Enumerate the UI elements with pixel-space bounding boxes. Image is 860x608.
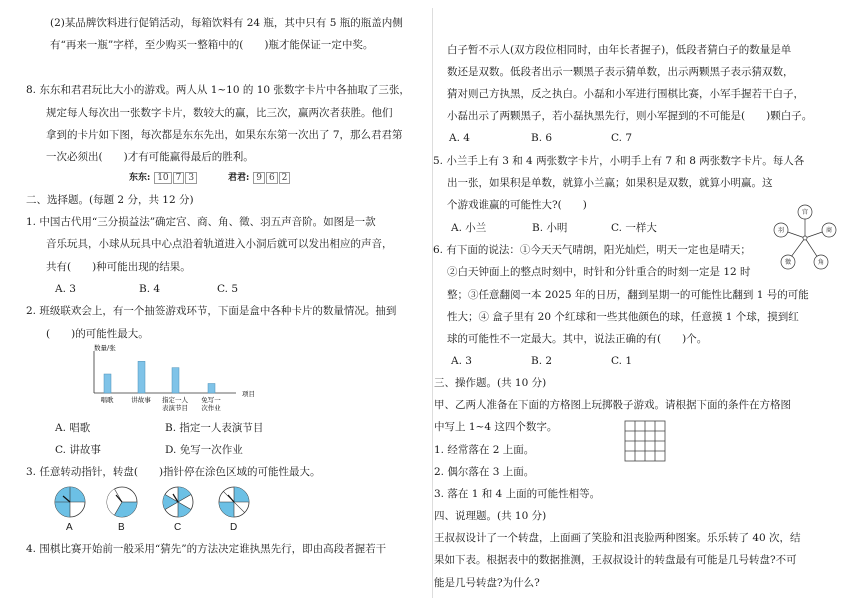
jun-card: 9 (253, 172, 265, 184)
c5-option-b: B. 小明 (532, 222, 568, 234)
c4-line5: 小磊出示了两颗黑子，若小磊执黑先行，则小军握到的不可能是( )颗白子。 (447, 110, 813, 122)
c2-option-a: A. 唱歌 (55, 422, 91, 434)
q8-line2: 规定每人每次出一张数字卡片，数较大的赢，比三次，赢两次者获胜。他们 (46, 107, 393, 119)
jun-card: 6 (266, 172, 278, 184)
c5-line2: 出一张，如果积是单数，就算小兰赢；如果积是双数，就算小明赢。这 (447, 177, 773, 189)
c6-line3: 整；③任意翻阅一本 2025 年的日历，翻到星期一的可能性比翻到 1 号的可能 (447, 289, 809, 301)
spinner-c (163, 487, 193, 517)
dong-cards (129, 170, 197, 184)
op-cond-3: 3. 落在 1 和 4 上面的可能性相等。 (434, 488, 601, 500)
op-cond-1: 1. 经常落在 2 上面。 (434, 444, 535, 456)
q2-2-line2: 有“再来一瓶”字样，至少购买一整箱中的( )瓶才能保证一定中奖。 (50, 39, 374, 51)
c1-option-b: B. 4 (139, 283, 161, 295)
c1-option-c: C. 5 (217, 283, 239, 295)
c6-line2: ②白天钟面上的整点时刻中，时针和分针重合的时刻一定是 12 时 (447, 266, 751, 278)
c4-option-a: A. 4 (449, 132, 470, 144)
c5-option-c: C. 一样大 (611, 222, 657, 234)
c4-option-b: B. 6 (531, 132, 553, 144)
q2-2-line1: (2)某品牌饮料进行促销活动，每箱饮料有 24 瓶，其中只有 5 瓶的瓶盖内侧 (50, 17, 403, 29)
section-2-heading: 二、选择题。(每题 2 分，共 12 分) (26, 194, 194, 206)
section-4-heading: 四、说理题。(共 10 分) (434, 510, 547, 522)
q8-line4: 一次必须出( )才有可能赢得最后的胜利。 (46, 151, 254, 163)
chart-ylabel: 数量/张 (94, 344, 116, 352)
c2-option-c: C. 讲故事 (55, 444, 101, 456)
c5-option-a: A. 小兰 (451, 222, 487, 234)
bar-0 (104, 374, 111, 393)
c6-line4: 性大；④ 盒子里有 20 个红球和一些其他颜色的球，任意摸 1 个球，摸到红 (447, 311, 799, 323)
dice-grid (624, 420, 666, 462)
explain-line1: 王叔叔设计了一个转盘，上面画了笑脸和沮丧脸两种图案。乐乐转了 40 次，结 (434, 532, 801, 544)
c4-line4: 猜对则己方执黑，反之执白。小磊和小军进行围棋比赛，小军手握若干白子， (447, 88, 804, 100)
spinners (50, 484, 260, 524)
c2-line1: 2. 班级联欢会上，有一个抽签游戏环节，下面是盒中各种卡片的数量情况。抽到 (26, 305, 397, 317)
c3-line: 3. 任意转动指针，转盘( )指针停在涂色区域的可能性最大。 (26, 466, 321, 478)
q8-line1: 8. 东东和君君玩比大小的游戏。两人从 1~10 的 10 张数字卡片中各抽取了三张， (26, 84, 410, 96)
c5-line1: 5. 小兰手上有 3 和 4 两张数字卡片，小明手上有 7 和 8 两张数字卡片。每人各 (433, 155, 805, 167)
jun-card: 2 (279, 172, 291, 184)
bar-2 (172, 368, 179, 393)
section-3-heading: 三、操作题。(共 10 分) (434, 377, 547, 389)
bar-chart (86, 343, 266, 413)
bar-category-label: 唱歌 (100, 396, 114, 404)
music-toy-diagram (770, 203, 840, 273)
c5-line3: 个游戏谁赢的可能性大?( ) (447, 199, 587, 211)
dong-card: 3 (185, 172, 197, 184)
c1-option-a: A. 3 (55, 283, 76, 295)
c2-option-b: B. 指定一人表演节目 (165, 422, 264, 434)
note-gong: 宫 (801, 209, 809, 216)
explain-line2: 果如下表。根据表中的数据推测，王叔叔设计的转盘最有可能是几号转盘?不可 (434, 554, 797, 566)
bar-category-label: 表演节目 (162, 404, 188, 412)
jun-cards (228, 170, 290, 184)
c6-option-a: A. 3 (451, 355, 472, 367)
spinner-label-d: D (230, 522, 238, 533)
bar-category-label: 次作业 (201, 404, 221, 412)
explain-line3: 能是几号转盘?为什么? (434, 577, 540, 589)
c6-option-b: B. 2 (531, 355, 553, 367)
c4-option-c: C. 7 (611, 132, 633, 144)
jun-label: 君君: (228, 173, 250, 183)
spinner-label-b: B (118, 522, 125, 533)
spinner-d (219, 487, 249, 517)
dong-label: 东东: (129, 173, 151, 183)
c1-line2: 音乐玩具，小球从玩具中心点沿着轨道进入小洞后就可以发出相应的声音， (46, 238, 393, 250)
c6-line5: 球的可能性不一定最大。其中，说法正确的有( )个。 (447, 333, 708, 345)
c1-line1: 1. 中国古代用“三分损益法”确定宫、商、角、徵、羽五声音阶。如图是一款 (26, 216, 376, 228)
c1-line3: 共有( )种可能出现的结果。 (46, 261, 191, 273)
c6-line1: 6. 有下面的说法：①今天天气晴朗，阳光灿烂，明天一定也是晴天； (433, 244, 751, 256)
c4-line3: 数还是双数。低段者出示一颗黑子表示猜单数，出示两颗黑子表示猜双数， (447, 66, 794, 78)
bar-category-label: 指定一人 (162, 396, 188, 404)
spinner-label-c: C (174, 522, 182, 533)
c6-option-c: C. 1 (611, 355, 633, 367)
spinner-b (107, 487, 137, 517)
note-yu: 羽 (777, 227, 785, 234)
chart-xlabel: 项目 (242, 390, 255, 398)
q8-line3: 拿到的卡片如下图，每次都是东东先出，如果东东第一次出了 7，那么君君第 (46, 129, 403, 141)
note-jue: 角 (817, 259, 825, 266)
dong-card: 10 (154, 172, 171, 184)
c4-line1: 4. 围棋比赛开始前一般采用“猜先”的方法决定谁执黑先行，即由高段者握若干 (26, 543, 387, 555)
op-line1: 甲、乙两人准备在下面的方格图上玩掷骰子游戏。请根据下面的条件在方格图 (434, 399, 791, 411)
note-zhi: 徵 (784, 259, 792, 266)
bar-category-label: 免写一 (201, 396, 221, 404)
bar-1 (138, 361, 145, 393)
column-divider (432, 8, 433, 598)
c2-line2: ( )的可能性最大。 (46, 328, 149, 340)
bar-category-label: 讲故事 (131, 396, 151, 404)
bar-3 (208, 384, 215, 394)
c2-option-d: D. 免写一次作业 (165, 444, 243, 456)
spinner-a (55, 487, 85, 517)
spinner-label-a: A (66, 522, 73, 533)
c4-line2: 白子暂不示人(双方段位相同时，由年长者握子)，低段者猜白子的数量是单 (447, 44, 792, 56)
note-shang: 商 (825, 227, 833, 234)
dong-card: 7 (173, 172, 185, 184)
op-line2: 中写上 1~4 这四个数字。 (434, 421, 558, 433)
op-cond-2: 2. 偶尔落在 3 上面。 (434, 466, 535, 478)
